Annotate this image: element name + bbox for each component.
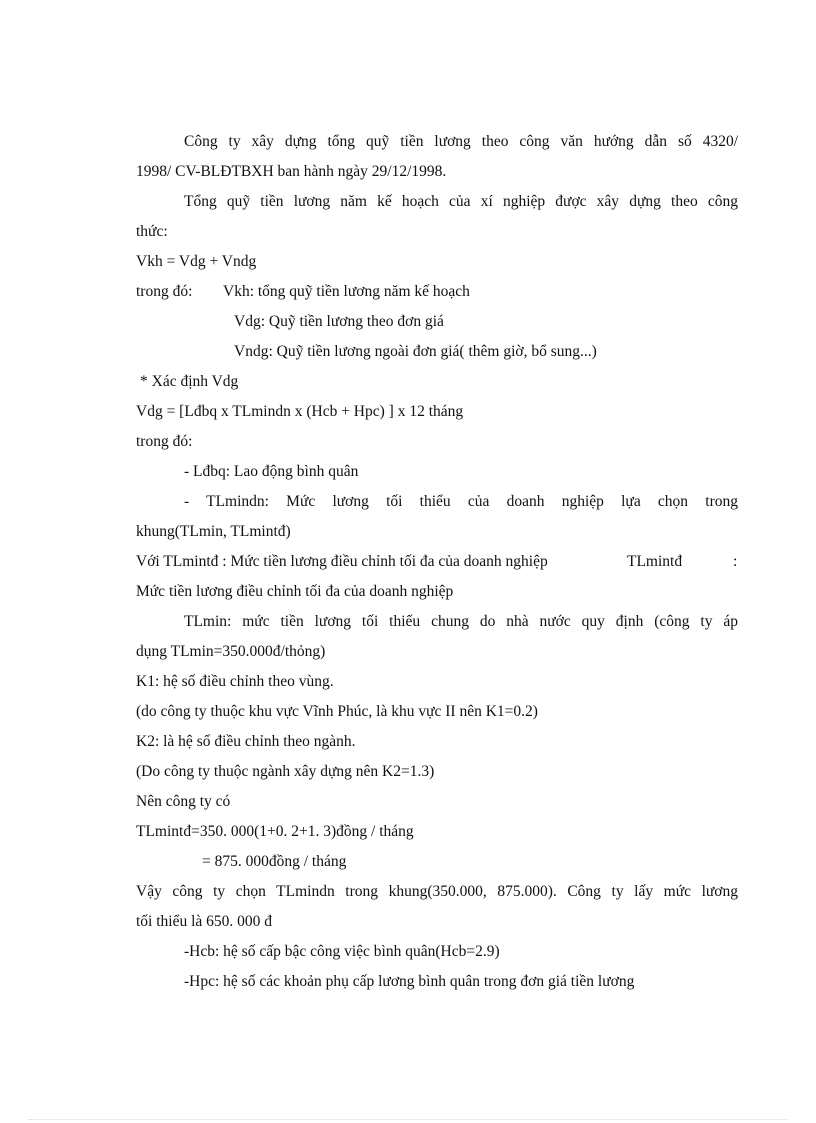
bullet-line: - TLmindn: Mức lương tối thiểu của doanh nghiệp lựa chọn trong	[184, 493, 738, 510]
bullet-line: -Hpc: hệ số các khoản phụ cấp lương bình quân trong đơn giá tiền lương	[184, 973, 635, 990]
paragraph-line: K2: là hệ số điều chỉnh theo ngành.	[136, 733, 356, 750]
paragraph-line: Vậy công ty chọn TLmindn trong khung(350.000, 875.000). Công ty lấy mức lương	[136, 883, 738, 900]
where-label: trong đó:	[136, 433, 193, 450]
paragraph-line: Với TLmintđ : Mức tiền lương điều chỉnh tối đa của doanh nghiệp	[136, 553, 548, 570]
paragraph-line: khung(TLmin, TLmintđ)	[136, 523, 291, 540]
paragraph-line: 1998/ CV-BLĐTBXH ban hành ngày 29/12/1998.	[136, 163, 447, 180]
paragraph-fragment: TLmintđ	[627, 553, 683, 570]
paragraph-line: TLmin: mức tiền lương tối thiểu chung do nhà nước quy định (công ty áp	[184, 613, 738, 630]
formula-line: Vdg = [Lđbq x TLmindn x (Hcb + Hpc) ] x 12 tháng	[136, 403, 464, 420]
section-heading: * Xác định Vdg	[140, 373, 239, 390]
paragraph-fragment: :	[733, 553, 738, 570]
where-label: trong đó:	[136, 283, 193, 300]
paragraph-line: (Do công ty thuộc ngành xây dựng nên K2=1.3)	[136, 763, 435, 780]
bullet-line: - Lđbq: Lao động bình quân	[184, 463, 359, 480]
paragraph-line: Mức tiền lương điều chỉnh tối đa của doanh nghiệp	[136, 583, 454, 600]
formula-line: Vkh = Vdg + Vndg	[136, 253, 257, 270]
paragraph-line: Tổng quỹ tiền lương năm kế hoạch của xí nghiệp được xây dựng theo công	[184, 193, 738, 210]
formula-line: TLmintđ=350. 000(1+0. 2+1. 3)đồng / tháng	[136, 823, 414, 840]
definition-line: Vndg: Quỹ tiền lương ngoài đơn giá( thêm giờ, bổ sung...)	[234, 343, 597, 360]
definition-line: Vkh: tổng quỹ tiền lương năm kế hoạch	[223, 283, 470, 300]
paragraph-line: Công ty xây dựng tổng quỹ tiền lương theo công văn hướng dẫn số 4320/	[184, 133, 738, 150]
footer-divider	[28, 1119, 788, 1120]
formula-line: = 875. 000đồng / tháng	[202, 853, 347, 870]
paragraph-line: K1: hệ số điều chỉnh theo vùng.	[136, 673, 334, 690]
bullet-line: -Hcb: hệ số cấp bậc công việc bình quân(Hcb=2.9)	[184, 943, 500, 960]
paragraph-line: Nên công ty có	[136, 793, 231, 810]
paragraph-line: dụng TLmin=350.000đ/thỏng)	[136, 643, 326, 660]
definition-line: Vdg: Quỹ tiền lương theo đơn giá	[234, 313, 444, 330]
paragraph-line: (do công ty thuộc khu vực Vĩnh Phúc, là khu vực II nên K1=0.2)	[136, 703, 538, 720]
paragraph-line: tối thiểu là 650. 000 đ	[136, 913, 273, 930]
paragraph-line: thức:	[136, 223, 168, 240]
